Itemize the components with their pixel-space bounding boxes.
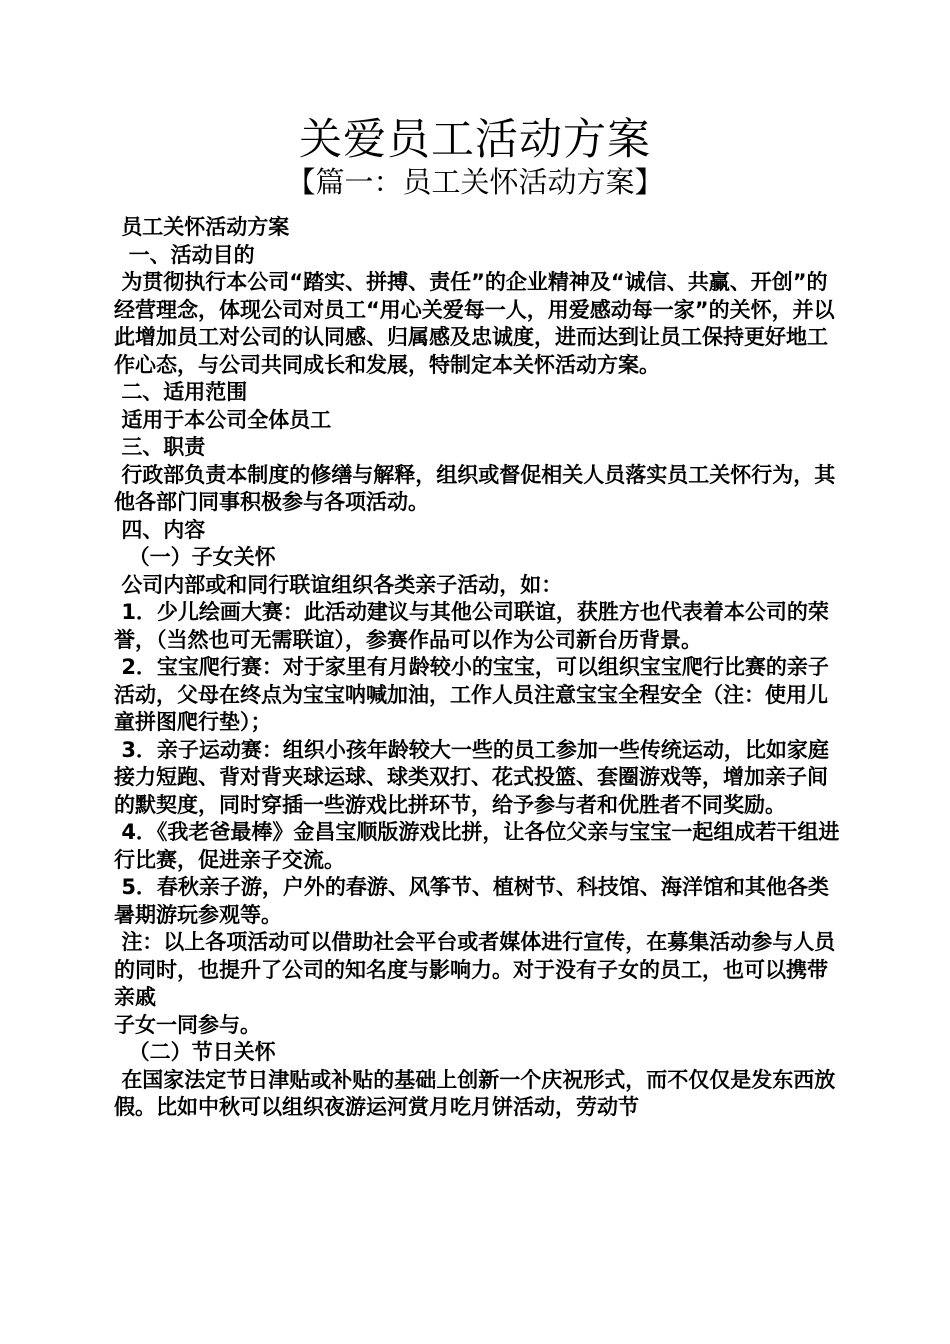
paragraph-note: 注：以上各项活动可以借助社会平台或者媒体进行宣传，在募集活动参与人员的同时，也提升了公司的知名度与影响力。对于没有子女的员工，也可以携带亲戚: [114, 930, 836, 1009]
paragraph-purpose: 为贯彻执行本公司“踏实、拼搏、责任”的企业精神及“诚信、共赢、开创”的经营理念，体现公司对员工“用心关爱每一人，用爱感动每一家”的关怀，并以此增加员工对公司的认同感、归属感及忠诚度，进而达到让员工保持更好地工作心态，与公司共同成长和发展，特制定本关怀活动方案。: [114, 270, 835, 377]
list-item-5: 5．春秋亲子游，户外的春游、风筝节、植树节、科技馆、海洋馆和其他各类暑期游玩参观等。: [114, 875, 829, 927]
subsection-heading-children: （一）子女关怀: [114, 545, 276, 569]
section-heading-content: 四、内容: [114, 517, 206, 542]
page-subtitle: 【篇一：员工关怀活动方案】: [286, 165, 664, 199]
paragraph-holidays: 在国家法定节日津贴或补贴的基础上创新一个庆祝形式，而不仅仅是发东西放假。比如中秋可以组织夜游运河赏月吃月饼活动，劳动节: [114, 1067, 836, 1119]
list-item-4: 4．《我老爸最棒》金昌宝顺版游戏比拼，让各位父亲与宝宝一起组成若干组进行比赛，促进亲子交流。: [114, 820, 840, 872]
section-heading-scope: 二、适用范围: [114, 380, 248, 404]
paragraph-note-continued: 子女一同参与。: [114, 1012, 261, 1037]
section-heading-purpose: 一、活动目的: [114, 242, 255, 267]
section-heading-duties: 三、职责: [114, 435, 206, 459]
paragraph-heading: 员工关怀活动方案: [114, 215, 290, 239]
document-body: [114, 214, 842, 1122]
list-item-2: 2．宝宝爬行赛：对于家里有月龄较小的宝宝，可以组织宝宝爬行比赛的亲子活动，父母在终点为宝宝呐喊加油，工作人员注意宝宝全程安全（注：使用儿童拼图爬行垫）；: [114, 655, 829, 734]
page-title: 关爱员工活动方案: [299, 115, 651, 165]
paragraph-scope: 适用于本公司全体员工: [114, 407, 332, 432]
paragraph-children-intro: 公司内部或和同行联谊组织各类亲子活动，如：: [114, 572, 563, 597]
list-item-1: 1．少儿绘画大赛：此活动建议与其他公司联谊，获胜方也代表着本公司的荣誉，（当然也可无需联谊），参赛作品可以作为公司新台历背景。: [114, 600, 829, 652]
paragraph-duties: 行政部负责本制度的修缮与解释，组织或督促相关人员落实员工关怀行为，其他各部门同事积极参与各项活动。: [114, 462, 836, 514]
list-item-3: 3．亲子运动赛：组织小孩年龄较大一些的员工参加一些传统运动，比如家庭接力短跑、背对背夹球运球、球类双打、花式投篮、套圈游戏等，增加亲子间的默契度，同时穿插一些游戏比拼环节，给予参与者和优胜者不同奖励。: [114, 737, 829, 817]
subsection-heading-holidays: （二）节日关怀: [114, 1040, 276, 1064]
